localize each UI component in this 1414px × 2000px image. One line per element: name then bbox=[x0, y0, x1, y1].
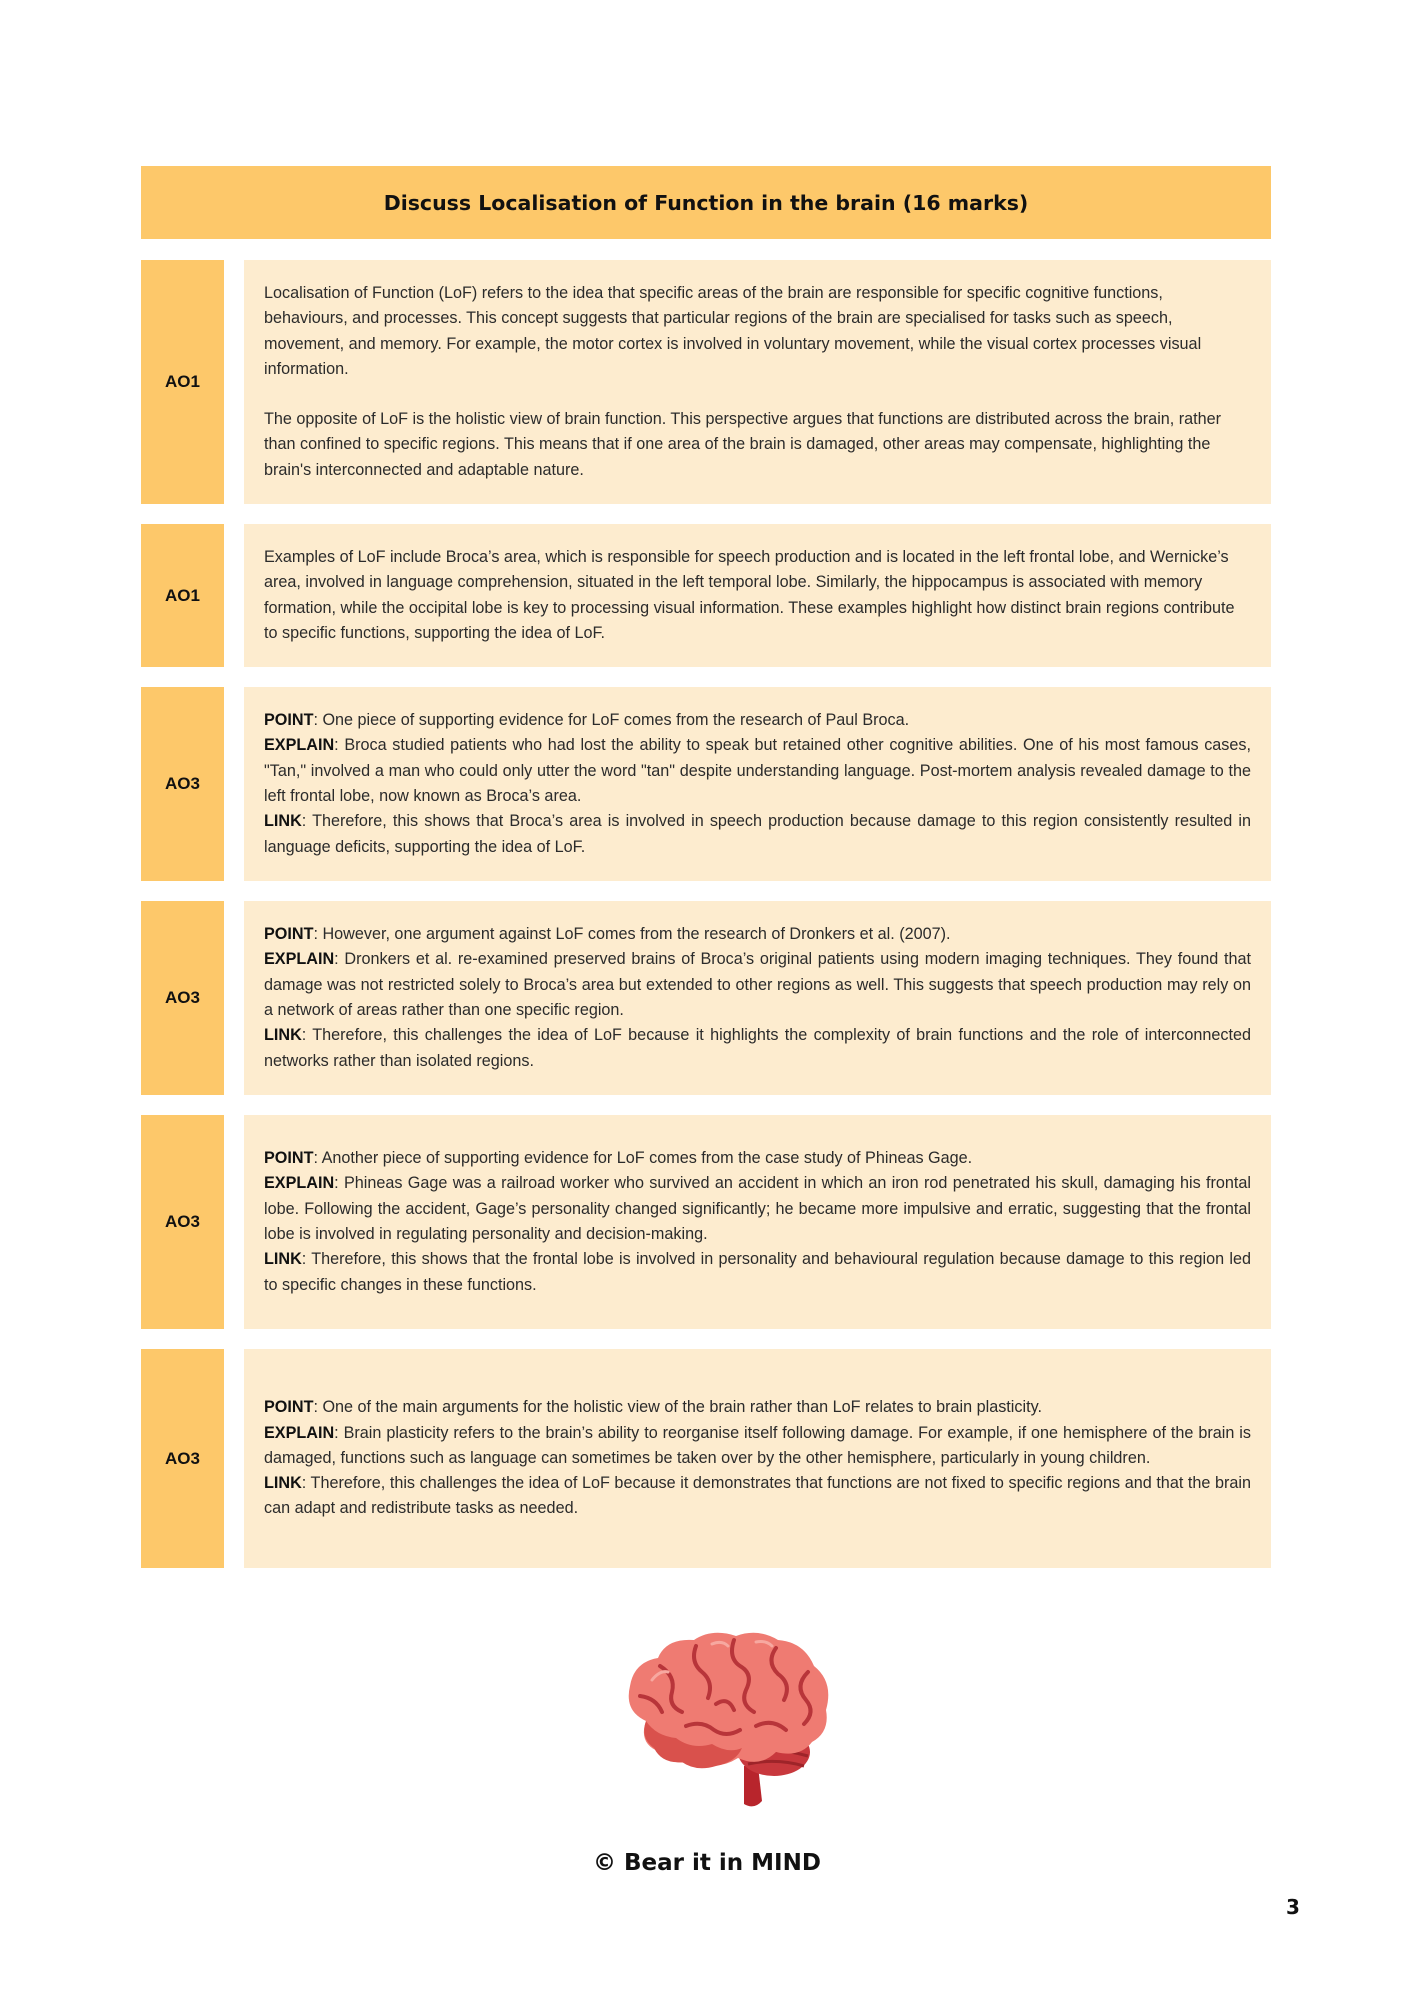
section-label: AO1 bbox=[141, 260, 224, 504]
paragraph: Examples of LoF include Broca’s area, which is responsible for speech production and is located in the left frontal lobe, and Wernicke’s area, involved in language comprehension, situated in the left temporal lobe. Similarly, the hippocampus is associated with memory formation, while the occipital lobe is key to processing visual information. These examples highlight how distinct brain regions contribute to specific functions, supporting the idea of LoF. bbox=[264, 547, 1235, 642]
section-ao3-plasticity bbox=[141, 1349, 1271, 1568]
section-label: AO3 bbox=[141, 687, 224, 881]
link-text: : Therefore, this challenges the idea of LoF because it highlights the complexity of brain functions and the role of interconnected networks rather than isolated regions. bbox=[264, 1026, 1251, 1070]
page-number: 3 bbox=[1286, 1895, 1300, 1919]
point-text: : One of the main arguments for the holistic view of the brain rather than LoF relates to brain plasticity. bbox=[313, 1398, 1042, 1417]
section-label: AO3 bbox=[141, 901, 224, 1095]
section-content bbox=[244, 687, 1271, 881]
pel-paragraph bbox=[264, 708, 1251, 860]
link-label: LINK bbox=[264, 812, 302, 831]
pel-paragraph bbox=[264, 1395, 1251, 1521]
section-content bbox=[244, 1115, 1271, 1329]
paragraph: Localisation of Function (LoF) refers to the idea that specific areas of the brain are responsible for specific cognitive functions, behaviours, and processes. This concept suggests that particular regions of the brain are specialised for tasks such as speech, movement, and memory. For example, the motor cortex is involved in voluntary movement, while the visual cortex processes visual information. bbox=[264, 283, 1202, 378]
section-ao3-broca bbox=[141, 687, 1271, 881]
page-title: Discuss Localisation of Function in the brain (16 marks) bbox=[383, 190, 1029, 215]
point-label: POINT bbox=[264, 711, 314, 730]
link-text: : Therefore, this shows that Broca’s area is involved in speech production because damage to this region consistently resulted in language deficits, supporting the idea of LoF. bbox=[264, 812, 1251, 856]
link-label: LINK bbox=[264, 1026, 302, 1045]
section-ao1-examples bbox=[141, 524, 1271, 667]
section-label: AO1 bbox=[141, 524, 224, 667]
section-content bbox=[244, 901, 1271, 1095]
explain-text: : Dronkers et al. re-examined preserved brains of Broca’s original patients using modern imaging techniques. They found that damage was not restricted solely to Broca’s area but extended to other regions as well. This suggests that speech production may rely on a network of areas rather than one specific region. bbox=[264, 950, 1251, 1019]
point-label: POINT bbox=[264, 1398, 314, 1417]
paragraph: The opposite of LoF is the holistic view of brain function. This perspective argues that functions are distributed across the brain, rather than confined to specific regions. This means that if one area of the brain is damaged, other areas may compensate, highlighting the brain's interconnected and adaptable nature. bbox=[264, 410, 1222, 479]
section-label: AO3 bbox=[141, 1349, 224, 1568]
title-banner bbox=[141, 166, 1271, 239]
section-ao3-dronkers bbox=[141, 901, 1271, 1095]
point-text: : One piece of supporting evidence for LoF comes from the research of Paul Broca. bbox=[313, 711, 910, 730]
section-content bbox=[244, 524, 1271, 667]
copyright-text: © Bear it in MIND bbox=[593, 1850, 821, 1876]
pel-paragraph bbox=[264, 1146, 1251, 1298]
section-label: AO3 bbox=[141, 1115, 224, 1329]
explain-label: EXPLAIN bbox=[264, 1174, 335, 1193]
explain-label: EXPLAIN bbox=[264, 1423, 335, 1442]
point-text: : Another piece of supporting evidence for LoF comes from the case study of Phineas Gage. bbox=[313, 1149, 973, 1168]
point-label: POINT bbox=[264, 1149, 314, 1168]
section-ao1-definition bbox=[141, 260, 1271, 504]
section-content bbox=[244, 260, 1271, 504]
link-label: LINK bbox=[264, 1474, 302, 1493]
link-label: LINK bbox=[264, 1250, 302, 1269]
explain-text: : Phineas Gage was a railroad worker who survived an accident in which an iron rod penetrated his skull, damaging his frontal lobe. Following the accident, Gage’s personality changed significantly; he became more impulsive and erratic, suggesting that the frontal lobe is involved in regulating personality and decision-making. bbox=[264, 1174, 1251, 1243]
explain-label: EXPLAIN bbox=[264, 736, 335, 755]
explain-text: : Brain plasticity refers to the brain’s ability to reorganise itself following damage. For example, if one hemisphere of the brain is damaged, functions such as language can sometimes be taken over by the other hemisphere, particularly in young children. bbox=[264, 1423, 1251, 1467]
point-label: POINT bbox=[264, 925, 314, 944]
link-text: : Therefore, this shows that the frontal lobe is involved in personality and behavioural regulation because damage to this region led to specific changes in these functions. bbox=[264, 1250, 1251, 1294]
section-content bbox=[244, 1349, 1271, 1568]
point-text: : However, one argument against LoF comes from the research of Dronkers et al. (2007). bbox=[313, 925, 951, 944]
section-ao3-phineas-gage bbox=[141, 1115, 1271, 1329]
explain-label: EXPLAIN bbox=[264, 950, 335, 969]
brain-icon bbox=[616, 1626, 838, 1808]
explain-text: : Broca studied patients who had lost the ability to speak but retained other cognitive abilities. One of his most famous cases, "Tan," involved a man who could only utter the word "tan" despite understanding language. Post-mortem analysis revealed damage to the left frontal lobe, now known as Broca’s area. bbox=[264, 736, 1251, 805]
link-text: : Therefore, this challenges the idea of LoF because it demonstrates that functions are not fixed to specific regions and that the brain can adapt and redistribute tasks as needed. bbox=[264, 1474, 1251, 1518]
pel-paragraph bbox=[264, 922, 1251, 1074]
